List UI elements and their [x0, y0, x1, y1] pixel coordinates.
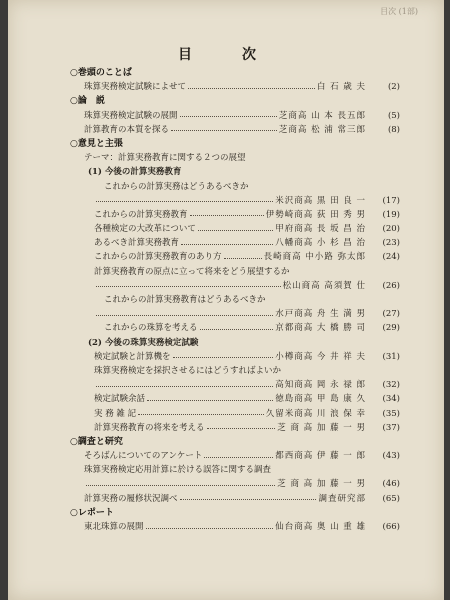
- toc-entry-title[interactable]: これからの計算実務教育はどうあるべきか: [104, 295, 266, 305]
- toc-entry-title[interactable]: 計算実務教育の原点に立って将来をどう展望するか: [94, 266, 290, 277]
- toc-entry[interactable]: 米沢商高 黒 田 良 一 (17): [70, 194, 400, 208]
- section-heading-report: ○レポート: [70, 507, 114, 518]
- table-of-contents: [70, 66, 400, 534]
- section-heading-opinions: ○意見と主張: [70, 138, 123, 149]
- toc-entry[interactable]: これからの計算実務教育 伊勢崎商高 荻 田 秀 男 (19): [94, 209, 400, 220]
- toc-entry[interactable]: 珠算実務検定試験によせて 白 石 歳 夫 (2): [84, 82, 400, 93]
- section-heading-preface: ○巻頭のことば: [70, 68, 132, 78]
- toc-entry[interactable]: 検定試験余話 徳島商高 甲 島 康 久 (34): [94, 394, 400, 405]
- section-heading-research: ○調査と研究: [70, 436, 123, 447]
- toc-title: 目 次: [178, 47, 274, 63]
- toc-entry[interactable]: 東北珠算の展開 仙台商高 奥 山 重 雄 (66): [84, 522, 400, 532]
- toc-entry[interactable]: 計算実務教育の将来を考える 芝 商 高 加 藤 一 男 (37): [94, 422, 400, 433]
- toc-entry[interactable]: あるべき計算実務教育 八幡商高 小 杉 昌 治 (23): [94, 238, 400, 249]
- toc-entry[interactable]: 松山商高 高須賀 仕 (26): [70, 279, 400, 293]
- toc-entry[interactable]: 高知商高 岡 永 禄 郎 (32): [70, 378, 400, 392]
- toc-entry-title[interactable]: これからの計算実務はどうあるべきか: [104, 181, 249, 192]
- running-header: 目次 (1部): [380, 7, 418, 16]
- toc-entry[interactable]: 検定試験と計算機を 小樽商高 今 井 祥 夫 (31): [94, 351, 400, 362]
- toc-entry[interactable]: 各種検定の大改革について 甲府商高 長 坂 昌 治 (20): [94, 224, 400, 235]
- toc-entry[interactable]: これからの珠算を考える 京都商高 大 橋 勝 司 (29): [104, 323, 400, 334]
- toc-entry[interactable]: 芝 商 高 加 藤 一 男 (46): [70, 477, 400, 491]
- toc-entry[interactable]: 計算教育の本質を探る 芝商高 松 浦 常三郎 (8): [84, 124, 400, 135]
- theme-line: テーマ：計算実務教育に関する２つの展望: [84, 153, 246, 164]
- toc-entry[interactable]: 珠算実務検定試験の展開 芝商高 山 本 長五郎 (5): [84, 110, 400, 121]
- toc-entry[interactable]: 実 務 雑 記 久留米商高 川 浪 保 幸 (35): [94, 408, 400, 419]
- subsection-heading: (2) 今後の珠算実務検定試験: [88, 337, 199, 348]
- toc-entry[interactable]: 計算実務の履修状況調べ 調査研究部 (65): [84, 493, 400, 504]
- toc-entry-title[interactable]: 珠算実務検定を採択させるにはどうすればよいか: [94, 365, 282, 376]
- book-page: [8, 0, 444, 600]
- toc-entry[interactable]: そろばんについてのアンケート 都西商高 伊 藤 一 郎 (43): [84, 451, 400, 462]
- toc-entry[interactable]: 水戸商高 舟 生 満 男 (27): [70, 307, 400, 321]
- section-heading-essays: ○論 説: [70, 96, 105, 107]
- toc-entry-title[interactable]: 珠算実務検定応用計算に於ける誤答に関する調査: [84, 465, 272, 476]
- subsection-heading: (1) 今後の計算実務教育: [88, 167, 182, 178]
- toc-entry[interactable]: これからの計算実務教育のあり方 長崎商高 中小路 弥太郎 (24): [94, 252, 400, 263]
